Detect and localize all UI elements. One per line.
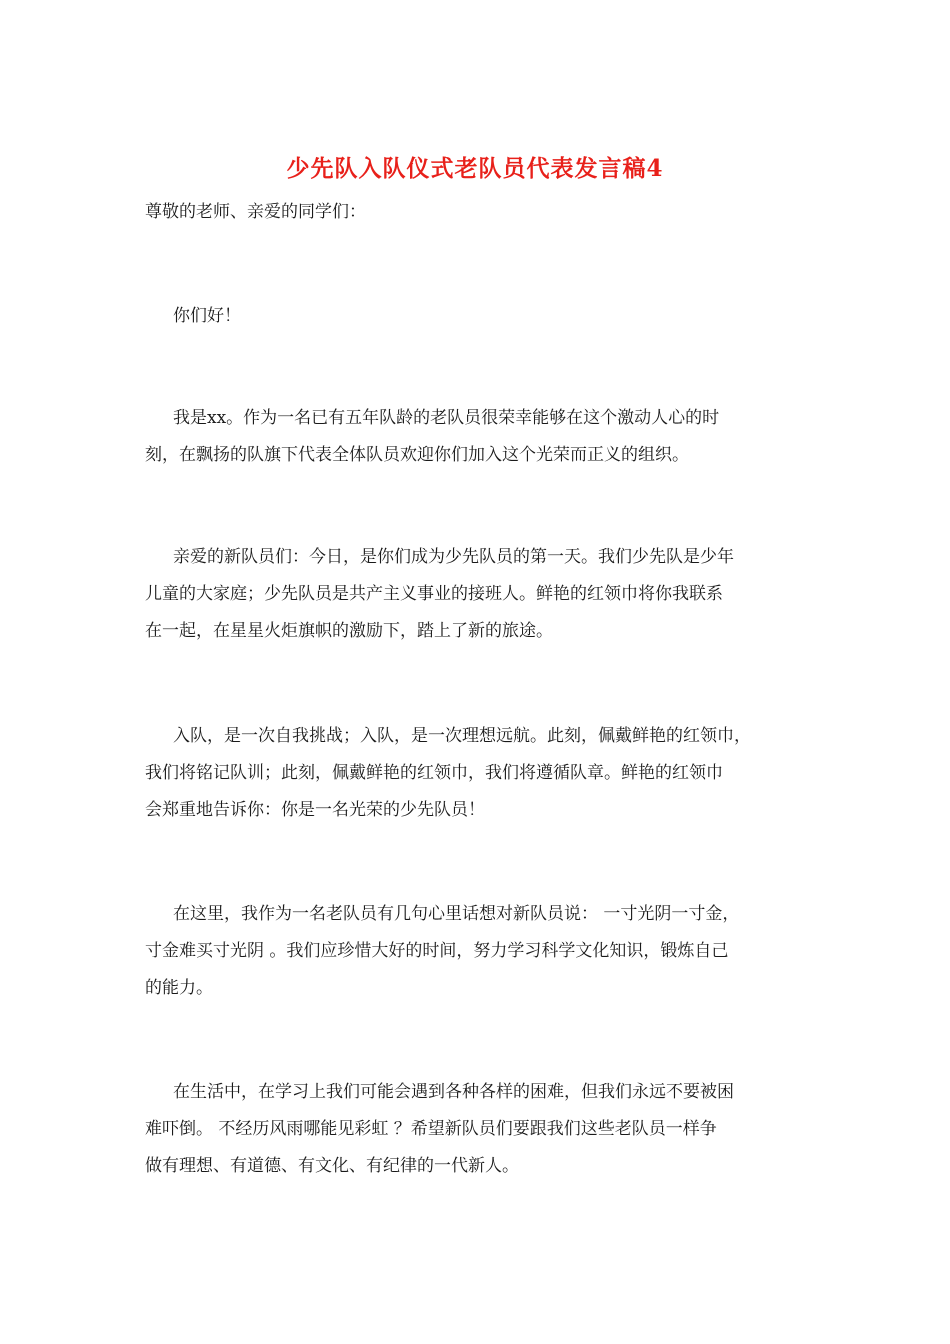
paragraph-line: 刻，在飘扬的队旗下代表全体队员欢迎你们加入这个光荣而正义的组织。: [145, 445, 689, 465]
paragraph-line: 入队，是一次自我挑战；入队，是一次理想远航。此刻，佩戴鲜艳的红领巾，: [173, 726, 751, 746]
paragraph-welcome: [145, 539, 810, 650]
paragraph-encouragement: [145, 1074, 810, 1185]
paragraph-line: 做有理想、有道德、有文化、有纪律的一代新人。: [145, 1156, 519, 1176]
document-title: 少先队入队仪式老队员代表发言稿4: [286, 155, 664, 182]
paragraph-introduction: [145, 400, 810, 474]
paragraph-line: 我是xx。作为一名已有五年队龄的老队员很荣幸能够在这个激动人心的时: [173, 408, 720, 428]
paragraph-line: 亲爱的新队员们：今日，是你们成为少先队员的第一天。我们少先队是少年: [173, 547, 734, 567]
paragraph-joining: [145, 718, 810, 829]
paragraph-line: 会郑重地告诉你：你是一名光荣的少先队员！: [145, 800, 485, 820]
paragraph-line: 你们好！: [173, 306, 241, 326]
paragraph-line: 寸金难买寸光阴 。我们应珍惜大好的时间，努力学习科学文化知识，锻炼自己: [145, 941, 729, 961]
paragraph-line: 在一起，在星星火炬旗帜的激励下，踏上了新的旅途。: [145, 621, 553, 641]
paragraph-line: 我们将铭记队训；此刻，佩戴鲜艳的红领巾，我们将遵循队章。鲜艳的红领巾: [145, 763, 723, 783]
paragraph-line: 在这里，我作为一名老队员有几句心里话想对新队员说： 一寸光阴一寸金，: [173, 904, 740, 924]
paragraph-advice: [145, 896, 810, 1007]
paragraph-line: 的能力。: [145, 978, 213, 998]
salutation: 尊敬的老师、亲爱的同学们：: [145, 202, 366, 222]
paragraph-line: 儿童的大家庭；少先队员是共产主义事业的接班人。鲜艳的红领巾将你我联系: [145, 584, 723, 604]
paragraph-line: 难吓倒。 不经历风雨哪能见彩虹 ？希望新队员们要跟我们这些老队员一样争: [145, 1119, 717, 1139]
paragraph-greeting: [145, 298, 810, 335]
paragraph-line: 在生活中，在学习上我们可能会遇到各种各样的困难，但我们永远不要被困: [173, 1082, 734, 1102]
